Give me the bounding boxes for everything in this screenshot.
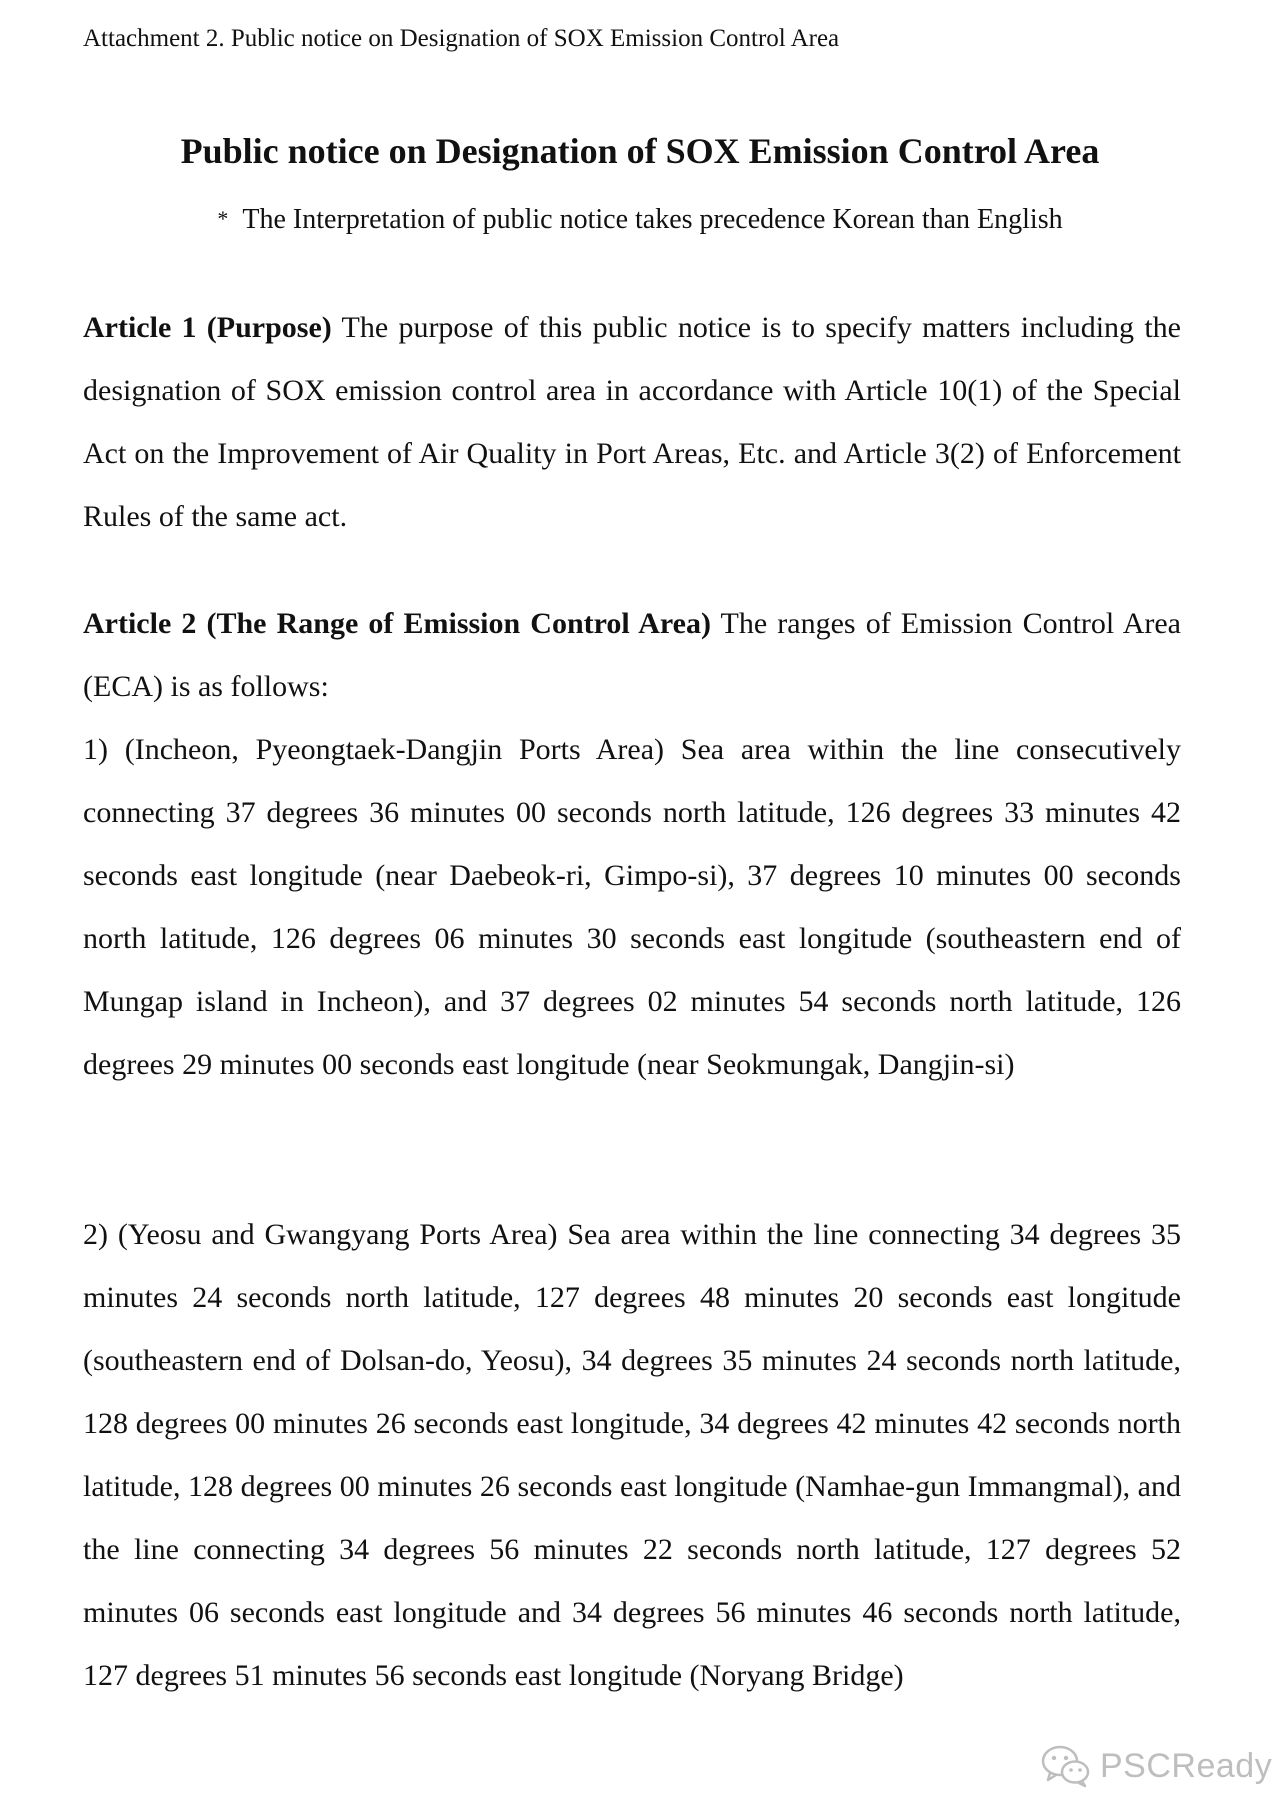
article-1-heading: Article 1 (Purpose) xyxy=(83,311,332,344)
article-2 xyxy=(83,592,1181,718)
interpretation-note xyxy=(0,197,1280,242)
article-1 xyxy=(83,296,1181,548)
note-text: The Interpretation of public notice takes precedence Korean than English xyxy=(242,204,1063,235)
article-1-text: The purpose of this public notice is to specify matters including the designation of SOX emission control area in accordance with Article 10(1) of the Special Act on the Improvement of Air Quality in Port Areas, Etc. and Article 3(2) of Enforcement Rules of the same act. xyxy=(83,311,1181,533)
note-asterisk: * xyxy=(217,206,229,231)
eca-item-incheon: 1) (Incheon, Pyeongtaek-Dangjin Ports Area) Sea area within the line consecutively connecting 37 degrees 36 minutes 00 seconds north latitude, 126 degrees 33 minutes 42 seconds east longitude (near Daebeok-ri, Gimpo-si), 37 degrees 10 minutes 00 seconds north latitude, 126 degrees 06 minutes 30 seconds east longitude (southeastern end of Mungap island in Incheon), and 37 degrees 02 minutes 54 seconds north latitude, 126 degrees 29 minutes 00 seconds east longitude (near Seokmungak, Dangjin-si) xyxy=(83,733,1181,1081)
page-title: Public notice on Designation of SOX Emission Control Area xyxy=(180,131,1100,171)
watermark-text: PSCReady xyxy=(1100,1746,1273,1785)
wechat-icon xyxy=(1040,1744,1092,1788)
attachment-header: Attachment 2. Public notice on Designation of SOX Emission Control Area xyxy=(83,25,840,52)
article-2-heading: Article 2 (The Range of Emission Control Area) xyxy=(83,607,711,640)
eca-item-yeosu-gwangyang: 2) (Yeosu and Gwangyang Ports Area) Sea area within the line connecting 34 degrees 35 minutes 24 seconds north latitude, 127 degrees 48 minutes 20 seconds east longitude (southeastern end of Dolsan-do, Yeosu), 34 degrees 35 minutes 24 seconds north latitude, 128 degrees 00 minutes 26 seconds east longitude, 34 degrees 42 minutes 42 seconds north latitude, 128 degrees 00 minutes 26 seconds east longitude (Namhae-gun Immangmal), and the line connecting 34 degrees 56 minutes 22 seconds north latitude, 127 degrees 52 minutes 06 seconds east longitude and 34 degrees 56 minutes 46 seconds north latitude, 127 degrees 51 minutes 56 seconds east longitude (Noryang Bridge) xyxy=(83,1218,1181,1692)
watermark xyxy=(1040,1744,1272,1788)
article-2-text: The ranges of Emission Control Area (ECA) is as follows: xyxy=(83,607,1181,703)
